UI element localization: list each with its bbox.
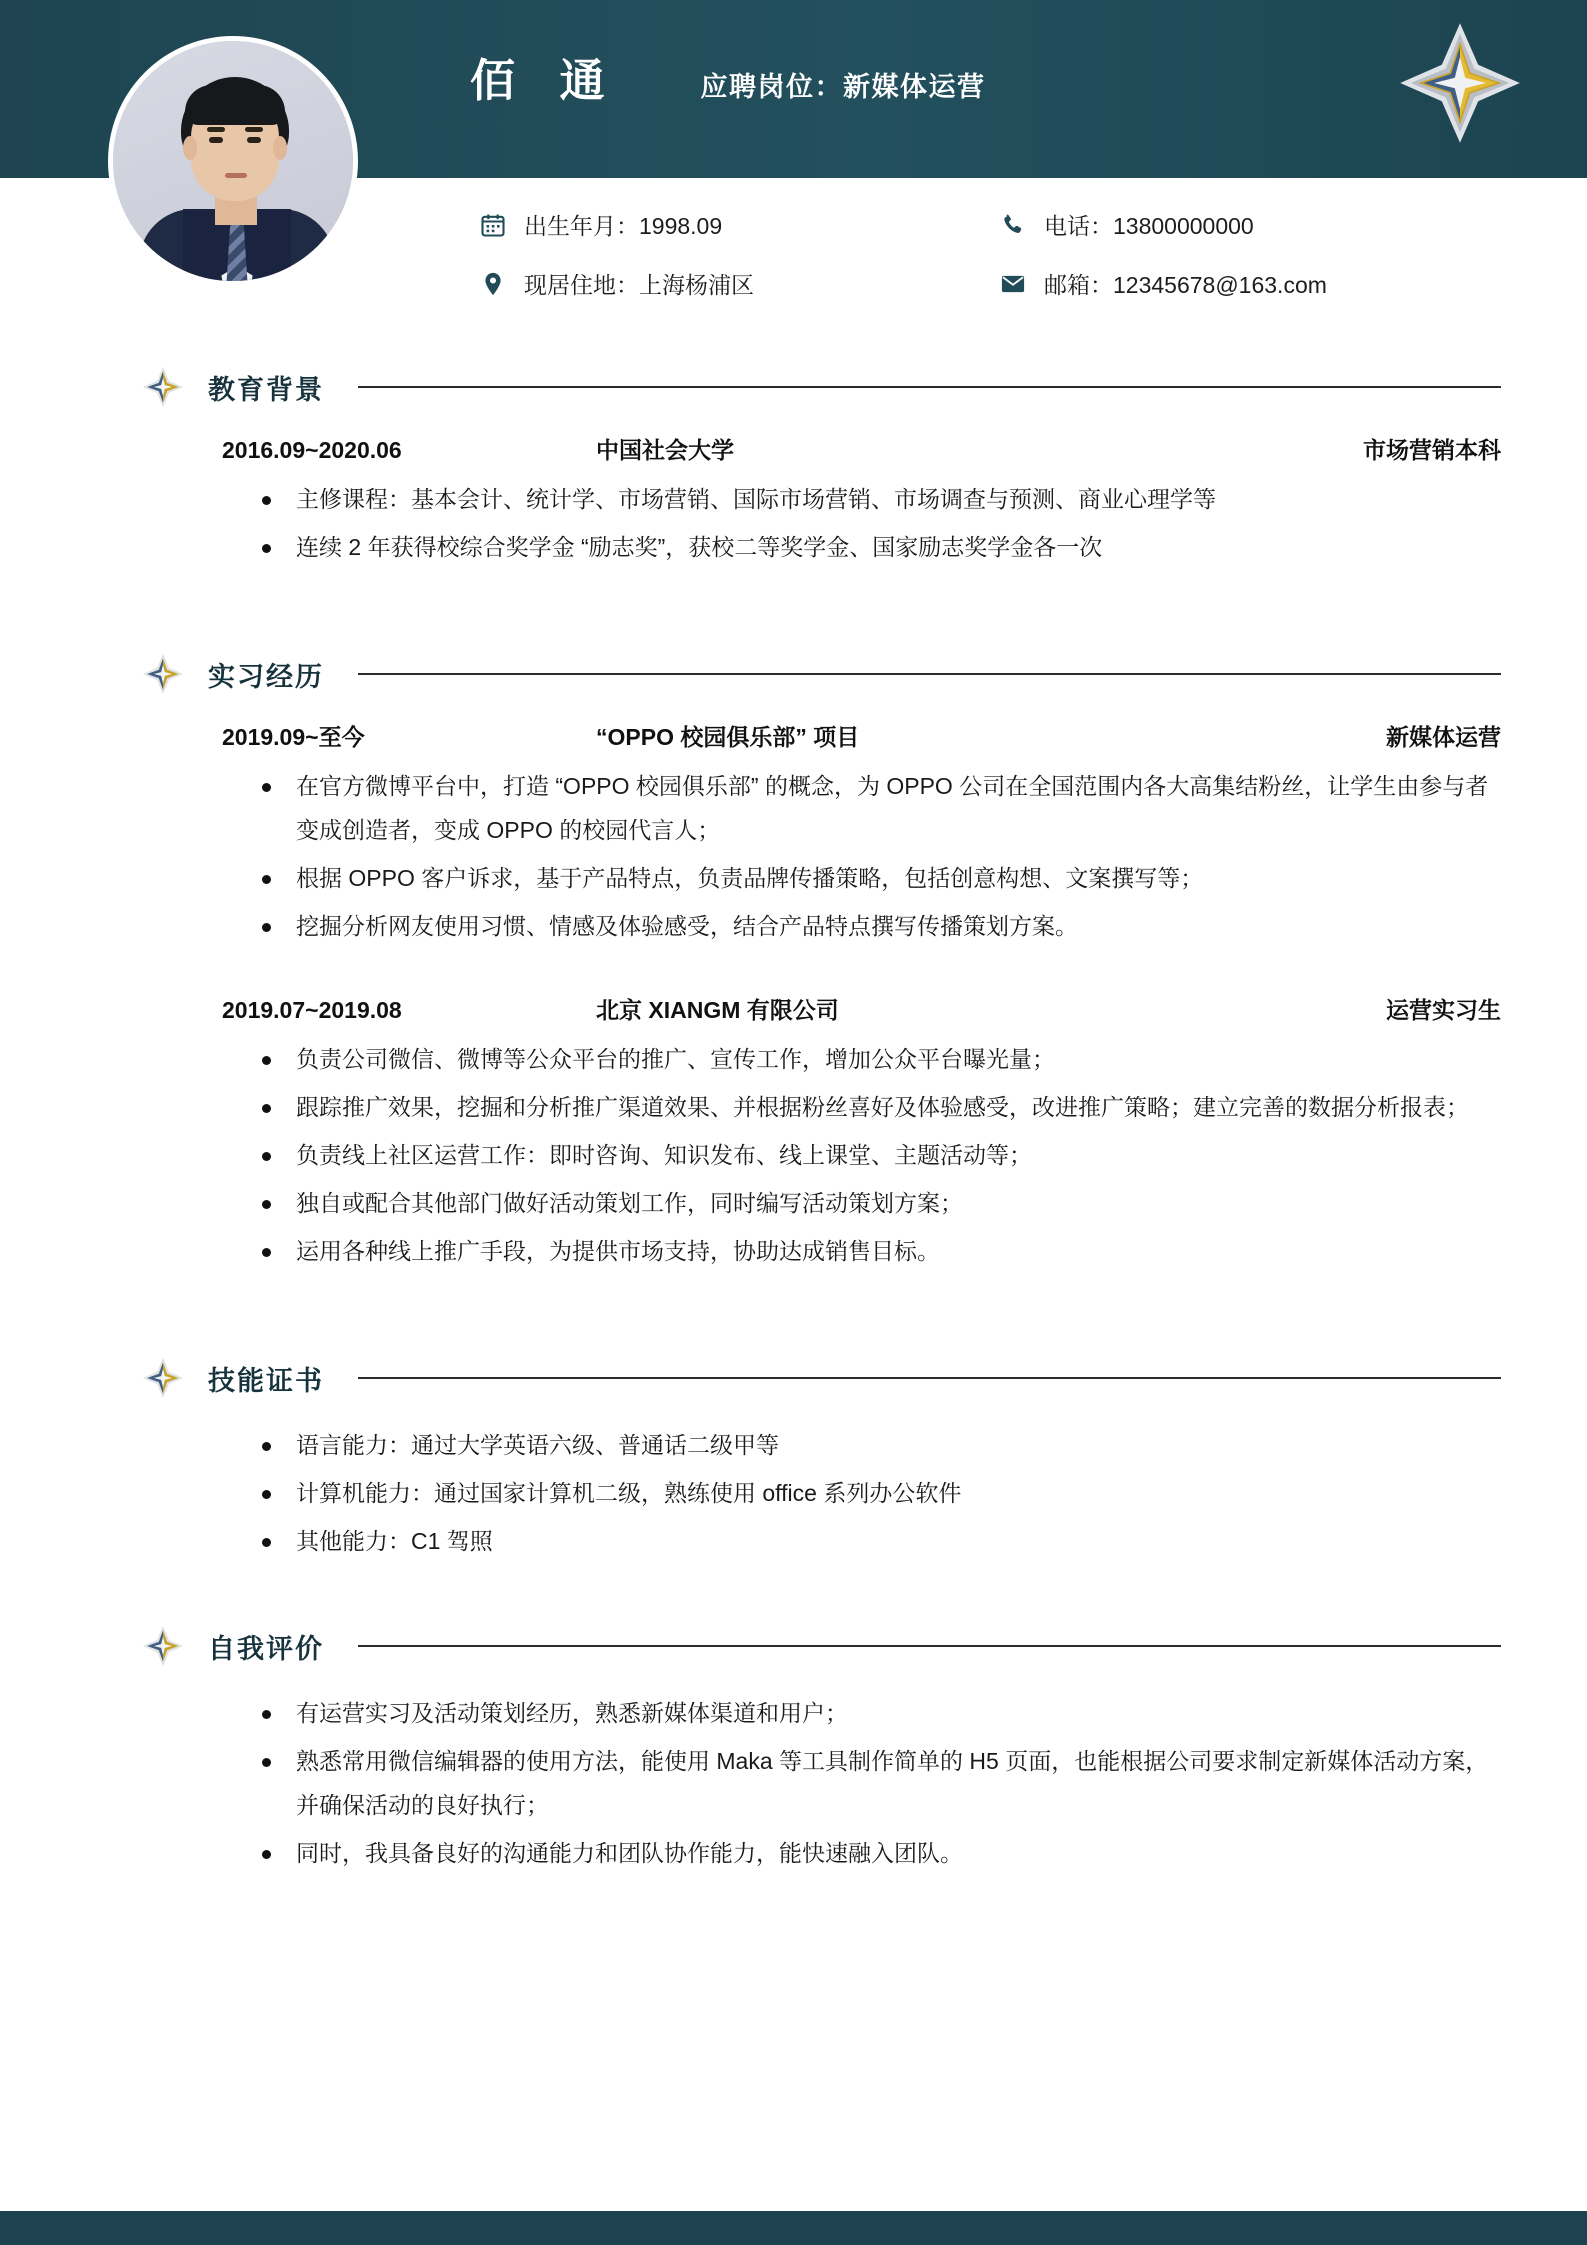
list-item: 运用各种线上推广手段，为提供市场支持，协助达成销售目标。 — [252, 1229, 1501, 1273]
section-header — [140, 651, 1501, 697]
diamond-bullet-icon — [140, 364, 186, 410]
list-item: 负责公司微信、微博等公众平台的推广、宣传工作，增加公众平台曝光量； — [252, 1037, 1501, 1081]
section-header — [140, 1355, 1501, 1401]
entry-role: 运营实习生 — [1386, 997, 1501, 1023]
entry-date: 2019.09~至今 — [222, 724, 365, 750]
entry-bullet-list — [140, 764, 1501, 948]
list-item: 主修课程：基本会计、统计学、市场营销、国际市场营销、市场调查与预测、商业心理学等 — [252, 477, 1501, 521]
internship-entry-1 — [140, 719, 1501, 948]
list-item: 连续 2 年获得校综合奖学金 “励志奖”，获校二等奖学金、国家励志奖学金各一次 — [252, 525, 1501, 569]
entry-date: 2019.07~2019.08 — [222, 997, 402, 1023]
envelope-icon — [998, 269, 1028, 299]
section-education — [0, 364, 1587, 569]
education-entry — [140, 432, 1501, 569]
list-item: 同时，我具备良好的沟通能力和团队协作能力，能快速融入团队。 — [252, 1831, 1501, 1875]
contact-phone-text: 电话：13800000000 — [1044, 213, 1254, 239]
section-divider — [358, 673, 1501, 675]
list-item: 其他能力：C1 驾照 — [252, 1519, 1501, 1563]
section-title: 实习经历 — [208, 661, 324, 692]
candidate-name: 佰 通 — [470, 55, 621, 106]
list-item: 熟悉常用微信编辑器的使用方法，能使用 Maka 等工具制作简单的 H5 页面，也能根据公司要求制定新媒体活动方案，并确保活动的良好执行； — [252, 1739, 1501, 1827]
contact-birth — [478, 208, 998, 241]
diamond-logo — [1395, 18, 1525, 148]
section-divider — [358, 386, 1501, 388]
location-pin-icon — [478, 269, 508, 299]
header-name-block — [470, 44, 986, 109]
applied-position: 应聘岗位：新媒体运营 — [700, 72, 986, 102]
contact-phone — [998, 208, 1438, 241]
entry-date: 2016.09~2020.06 — [222, 437, 402, 463]
entry-headline — [140, 719, 1501, 752]
contact-birth-text: 出生年月：1998.09 — [524, 213, 723, 239]
list-item: 挖掘分析网友使用习惯、情感及体验感受，结合产品特点撰写传播策划方案。 — [252, 904, 1501, 948]
entry-bullet-list — [140, 1037, 1501, 1273]
list-item: 有运营实习及活动策划经历，熟悉新媒体渠道和用户； — [252, 1691, 1501, 1735]
section-internship — [0, 651, 1587, 1273]
contact-email-text: 邮箱：12345678@163.com — [1044, 272, 1327, 298]
diamond-bullet-icon — [140, 651, 186, 697]
candidate-photo — [108, 36, 358, 286]
section-header — [140, 1623, 1501, 1669]
section-self-evaluation — [0, 1623, 1587, 1875]
entry-organization: 中国社会大学 — [596, 437, 734, 463]
entry-bullet-list — [140, 477, 1501, 569]
entry-headline — [140, 432, 1501, 465]
self-evaluation-bullet-list — [140, 1691, 1501, 1875]
footer-bar — [0, 2211, 1587, 2245]
list-item: 独自或配合其他部门做好活动策划工作，同时编写活动策划方案； — [252, 1181, 1501, 1225]
entry-role: 新媒体运营 — [1386, 724, 1501, 750]
contact-location — [478, 267, 998, 300]
phone-icon — [998, 210, 1028, 240]
calendar-icon — [478, 210, 508, 240]
section-divider — [358, 1645, 1501, 1647]
list-item: 跟踪推广效果，挖掘和分析推广渠道效果、并根据粉丝喜好及体验感受，改进推广策略；建立完善的数据分析报表； — [252, 1085, 1501, 1129]
skills-bullet-list — [140, 1423, 1501, 1563]
list-item: 在官方微博平台中，打造 “OPPO 校园俱乐部” 的概念，为 OPPO 公司在全国范围内各大高集结粉丝，让学生由参与者变成创造者，变成 OPPO 的校园代言人； — [252, 764, 1501, 852]
section-title: 自我评价 — [208, 1633, 324, 1664]
entry-organization: “OPPO 校园俱乐部” 项目 — [596, 724, 860, 750]
list-item: 语言能力：通过大学英语六级、普通话二级甲等 — [252, 1423, 1501, 1467]
diamond-bullet-icon — [140, 1355, 186, 1401]
section-title: 技能证书 — [208, 1365, 324, 1396]
entry-headline — [140, 992, 1501, 1025]
list-item: 负责线上社区运营工作：即时咨询、知识发布、线上课堂、主题活动等； — [252, 1133, 1501, 1177]
entry-organization: 北京 XIANGM 有限公司 — [596, 997, 839, 1023]
contact-location-text: 现居住地：上海杨浦区 — [524, 272, 754, 298]
list-item: 计算机能力：通过国家计算机二级，熟练使用 office 系列办公软件 — [252, 1471, 1501, 1515]
contact-email — [998, 267, 1438, 300]
section-skills — [0, 1355, 1587, 1563]
list-item: 根据 OPPO 客户诉求，基于产品特点，负责品牌传播策略，包括创意构想、文案撰写等； — [252, 856, 1501, 900]
section-header — [140, 364, 1501, 410]
section-divider — [358, 1377, 1501, 1379]
diamond-bullet-icon — [140, 1623, 186, 1669]
section-title: 教育背景 — [208, 374, 324, 405]
internship-entry-2 — [140, 992, 1501, 1273]
entry-role: 市场营销本科 — [1363, 437, 1501, 463]
